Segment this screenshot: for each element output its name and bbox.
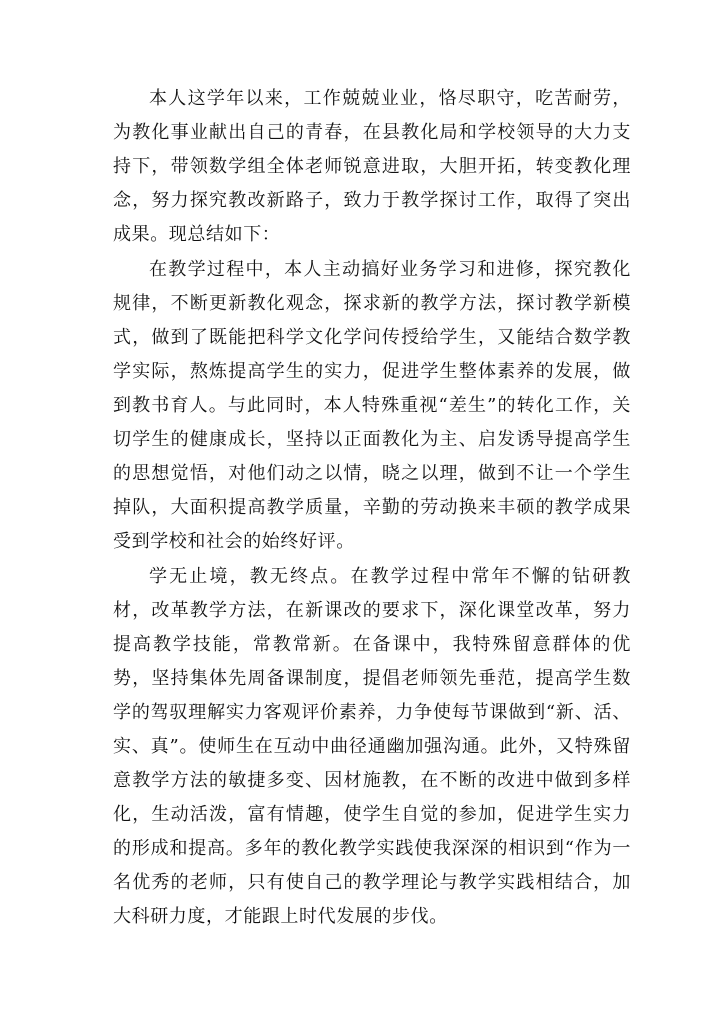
paragraph-2: 在教学过程中，本人主动搞好业务学习和进修，探究教化规律，不断更新教化观念，探求新的教学方法，探讨教学新模式，做到了既能把科学文化学问传授给学生，又能结合数学教学实际，熬炼提高学生的实力，促进学生整体素养的发展，做到教书育人。与此同时，本人特殊重视“差生”的转化工作，关切学生的健康成长，坚持以正面教化为主、启发诱导提高学生的思想觉悟，对他们动之以情，晓之以理，做到不让一个学生掉队，大面积提高教学质量，辛勤的劳动换来丰硕的教学成果受到学校和社会的始终好评。: [113, 259, 631, 552]
document-body: [113, 82, 631, 934]
paragraph-3: 学无止境，教无终点。在教学过程中常年不懈的钻研教材，改革教学方法，在新课改的要求下，深化课堂改革，努力提高教学技能，常教常新。在备课中，我特殊留意群体的优势，坚持集体先周备课制度，提倡老师领先垂范，提高学生数学的驾驭理解实力客观评价素养，力争使每节课做到“新、活、实、真”。使师生在互动中曲径通幽加强沟通。此外，又特殊留意教学方法的敏捷多变、因材施教，在不断的改进中做到多样化，生动活泼，富有情趣，使学生自觉的参加，促进学生实力的形成和提高。多年的教化教学实践使我深深的相识到“作为一名优秀的老师，只有使自己的教学理论与教学实践相结合，加大科研力度，才能跟上时代发展的步伐。: [113, 566, 631, 927]
paragraph-1: 本人这学年以来，工作兢兢业业，恪尽职守，吃苦耐劳，为教化事业献出自己的青春，在县教化局和学校领导的大力支持下，带领数学组全体老师锐意进取，大胆开拓，转变教化理念，努力探究教改新路子，致力于教学探讨工作，取得了突出成果。现总结如下：: [113, 88, 631, 245]
